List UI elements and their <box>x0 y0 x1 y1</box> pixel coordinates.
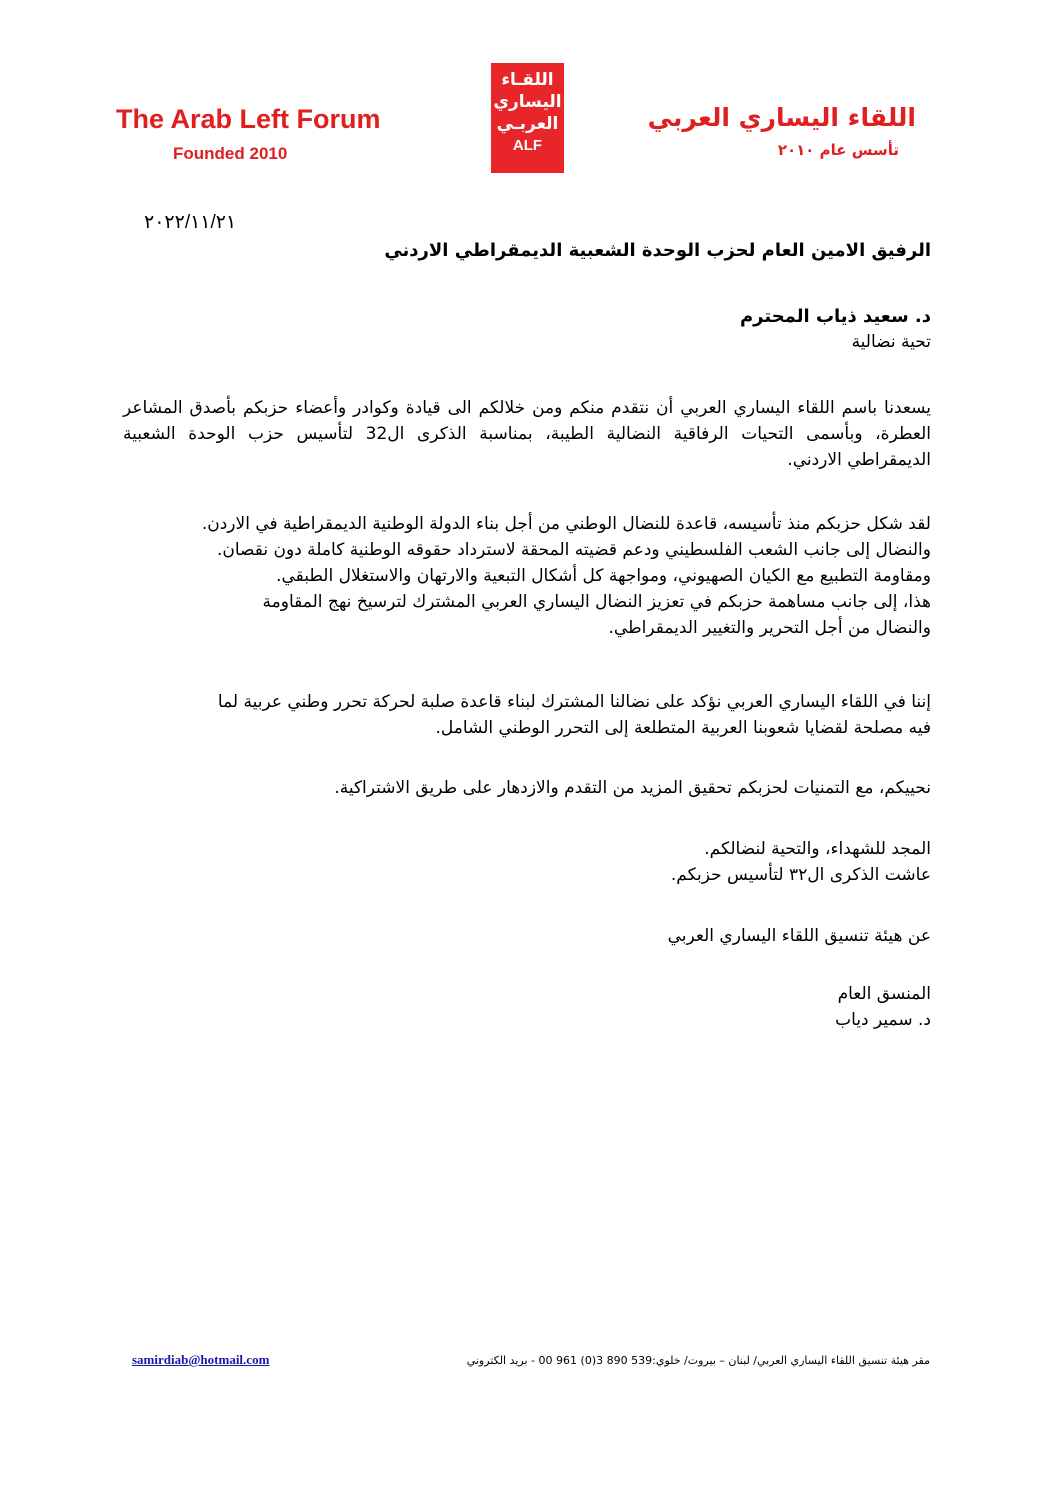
signature-title: المنسق العام <box>837 984 931 1004</box>
paragraph-3-line: فيه مصلحة لقضايا شعوبنا العربية المتطلعة إلى التحرر الوطني الشامل. <box>435 718 931 738</box>
email-link[interactable]: samirdiab@hotmail.com <box>132 1352 270 1367</box>
arabic-subtitle: تأسس عام ٢٠١٠ <box>777 141 899 159</box>
paragraph-3 <box>218 689 931 741</box>
paragraph-2-line: والنضال إلى جانب الشعب الفلسطيني ودعم قضيته المحقة لاسترداد حقوقه الوطنية كاملة دون نقصان. <box>216 540 931 560</box>
paragraph-1: يسعدنا باسم اللقاء اليساري العربي أن نتقدم منكم ومن خلالكم الى قيادة وكوادر وأعضاء حزبكم بأصدق المشاعر العطرة، وبأسمى التحيات الرفاقية النضالية الطيبة، بمناسبة الذكرى ال32 لتأسيس حزب الوحدة الشعبية الديمقراطي الاردني. <box>123 398 931 470</box>
greeting: تحية نضالية <box>851 332 931 352</box>
wishes: نحييكم، مع التمنيات لحزبكم تحقيق المزيد من التقدم والازدهار على طريق الاشتراكية. <box>334 778 931 798</box>
logo-line-2: اليساري <box>493 92 562 112</box>
paragraph-2 <box>202 511 931 641</box>
signature-name: د. سمير دياب <box>835 1010 931 1030</box>
footer <box>132 1352 930 1368</box>
on-behalf: عن هيئة تنسيق اللقاء اليساري العربي <box>667 926 931 946</box>
arabic-title: اللقاء اليساري العربي <box>647 103 916 132</box>
closing-line: عاشت الذكرى ال٣٢ لتأسيس حزبكم. <box>670 865 931 885</box>
letter-date: ٢٠٢٢/١١/٢١ <box>144 212 237 233</box>
footer-address: مقر هيئة تنسيق اللقاء اليساري العربي/ لبنان – بيروت/ خلوي:539 890 3(0) 961 00 - بريد الكتروني <box>466 1354 930 1367</box>
paragraph-2-line: لقد شكل حزبكم منذ تأسيسه، قاعدة للنضال الوطني من أجل بناء الدولة الوطنية الديمقراطية في الاردن. <box>201 514 931 534</box>
recipient-name: د. سعيد ذياب المحترم <box>739 306 931 327</box>
english-title: The Arab Left Forum <box>116 104 381 134</box>
closing <box>671 836 931 888</box>
logo-line-4: ALF <box>512 137 543 154</box>
logo-line-3: العربـي <box>496 114 559 134</box>
logo-line-1: اللقـاء <box>501 70 554 90</box>
closing-line: المجد للشهداء، والتحية لنضالكم. <box>704 839 931 859</box>
paragraph-2-line: والنضال من أجل التحرير والتغيير الديمقراطي. <box>608 618 931 638</box>
english-subtitle: Founded 2010 <box>173 144 288 163</box>
paragraph-2-line: ومقاومة التطبيع مع الكيان الصهيوني، ومواجهة كل أشكال التبعية والارتهان والاستغلال الطبقي. <box>276 566 931 586</box>
addressee-line: الرفيق الامين العام لحزب الوحدة الشعبية الديمقراطي الاردني <box>384 240 931 261</box>
alf-logo <box>491 63 564 173</box>
paragraph-2-line: هذا، إلى جانب مساهمة حزبكم في تعزيز النضال اليساري العربي المشترك لترسيخ نهج المقاومة <box>262 592 931 612</box>
paragraph-3-line: إننا في اللقاء اليساري العربي نؤكد على نضالنا المشترك لبناء قاعدة صلبة لحركة تحرر وطني عربية لما <box>217 692 931 712</box>
